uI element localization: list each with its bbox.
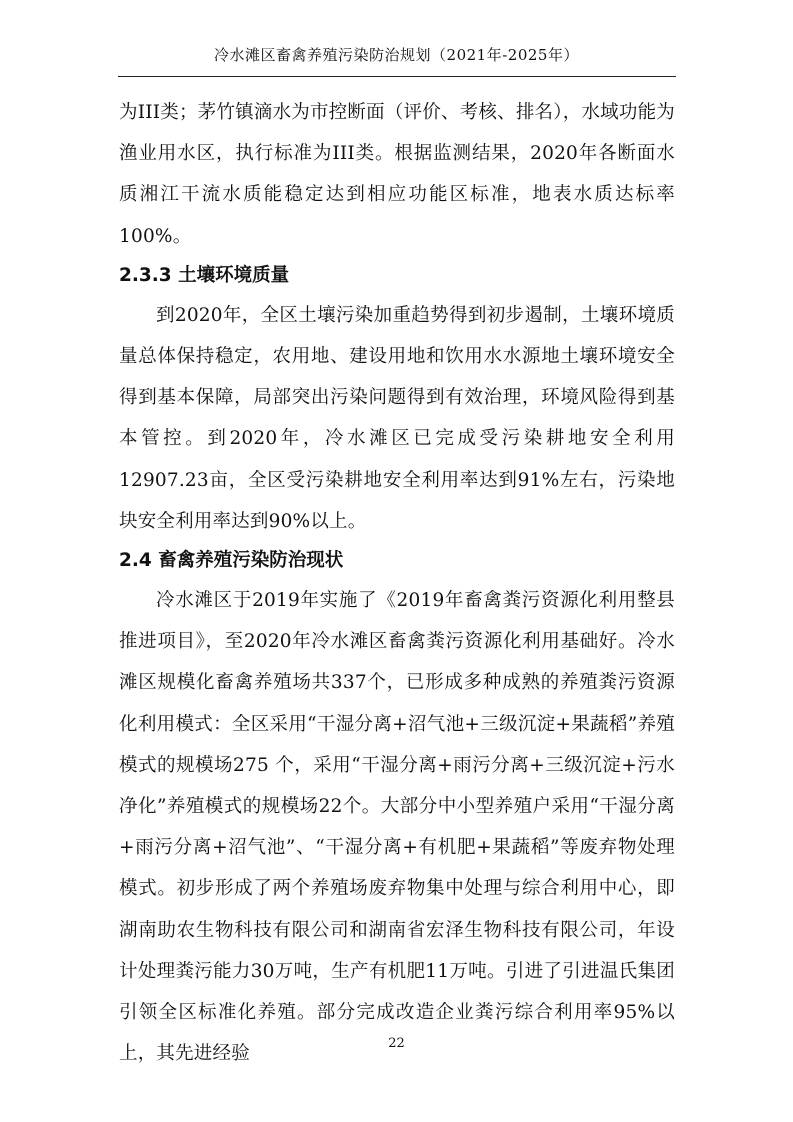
continuation-paragraph: 为III类；茅竹镇滴水为市控断面（评价、考核、排名），水域功能为渔业用水区，执行标准为III类。根据监测结果，2020年各断面水质湘江干流水质能稳定达到相应功能区标准，地表水质达标率100%。: [119, 102, 675, 247]
livestock-pollution-paragraph: 冷水滩区于2019年实施了《2019年畜禽粪污资源化利用整县推进项目》，至2020年冷水滩区畜禽粪污资源化利用基础好。冷水滩区规模化畜禽养殖场共337个，已形成多种成熟的养殖粪污资源化利用模式：全区采用“干湿分离+沼气池+三级沉淀+果蔬稻”养殖模式的规模场275 个，采用“干湿分离+雨污分离+三级沉淀+污水净化”养殖模式的规模场22个。大部分中小型养殖户采用“干湿分离+雨污分离+沼气池”、“干湿分离+有机肥+果蔬稻”等废弃物处理模式。初步形成了两个养殖场废弃物集中处理与综合利用中心，即湖南助农生物科技有限公司和湖南省宏泽生物科技有限公司，年设计处理粪污能力30万吨，生产有机肥11万吨。引进了引进温氏集团引领全区标准化养殖。部分完成改造企业粪污综合利用率95%以上，其先进经验: [119, 590, 675, 1065]
running-header: 冷水滩区畜禽养殖污染防治规划（2021年-2025年）: [214, 46, 579, 64]
soil-quality-paragraph: 到2020年，全区土壤污染加重趋势得到初步遏制，土壤环境质量总体保持稳定，农用地、建设用地和饮用水水源地土壤环境安全得到基本保障，局部突出污染问题得到有效治理，环境风险得到基本管控。到2020年，冷水滩区已完成受污染耕地安全利用12907.23亩，全区受污染耕地安全利用率达到91%左右，污染地块安全利用率达到90%以上。: [119, 304, 675, 532]
header-rule: [118, 76, 676, 77]
page-body: [119, 92, 675, 1074]
page-number: 22: [388, 1036, 405, 1051]
section-heading-2-4: 2.4 畜禽养殖污染防治现状: [119, 550, 344, 572]
section-heading-2-3-3: 2.3.3 土壤环境质量: [119, 264, 290, 286]
